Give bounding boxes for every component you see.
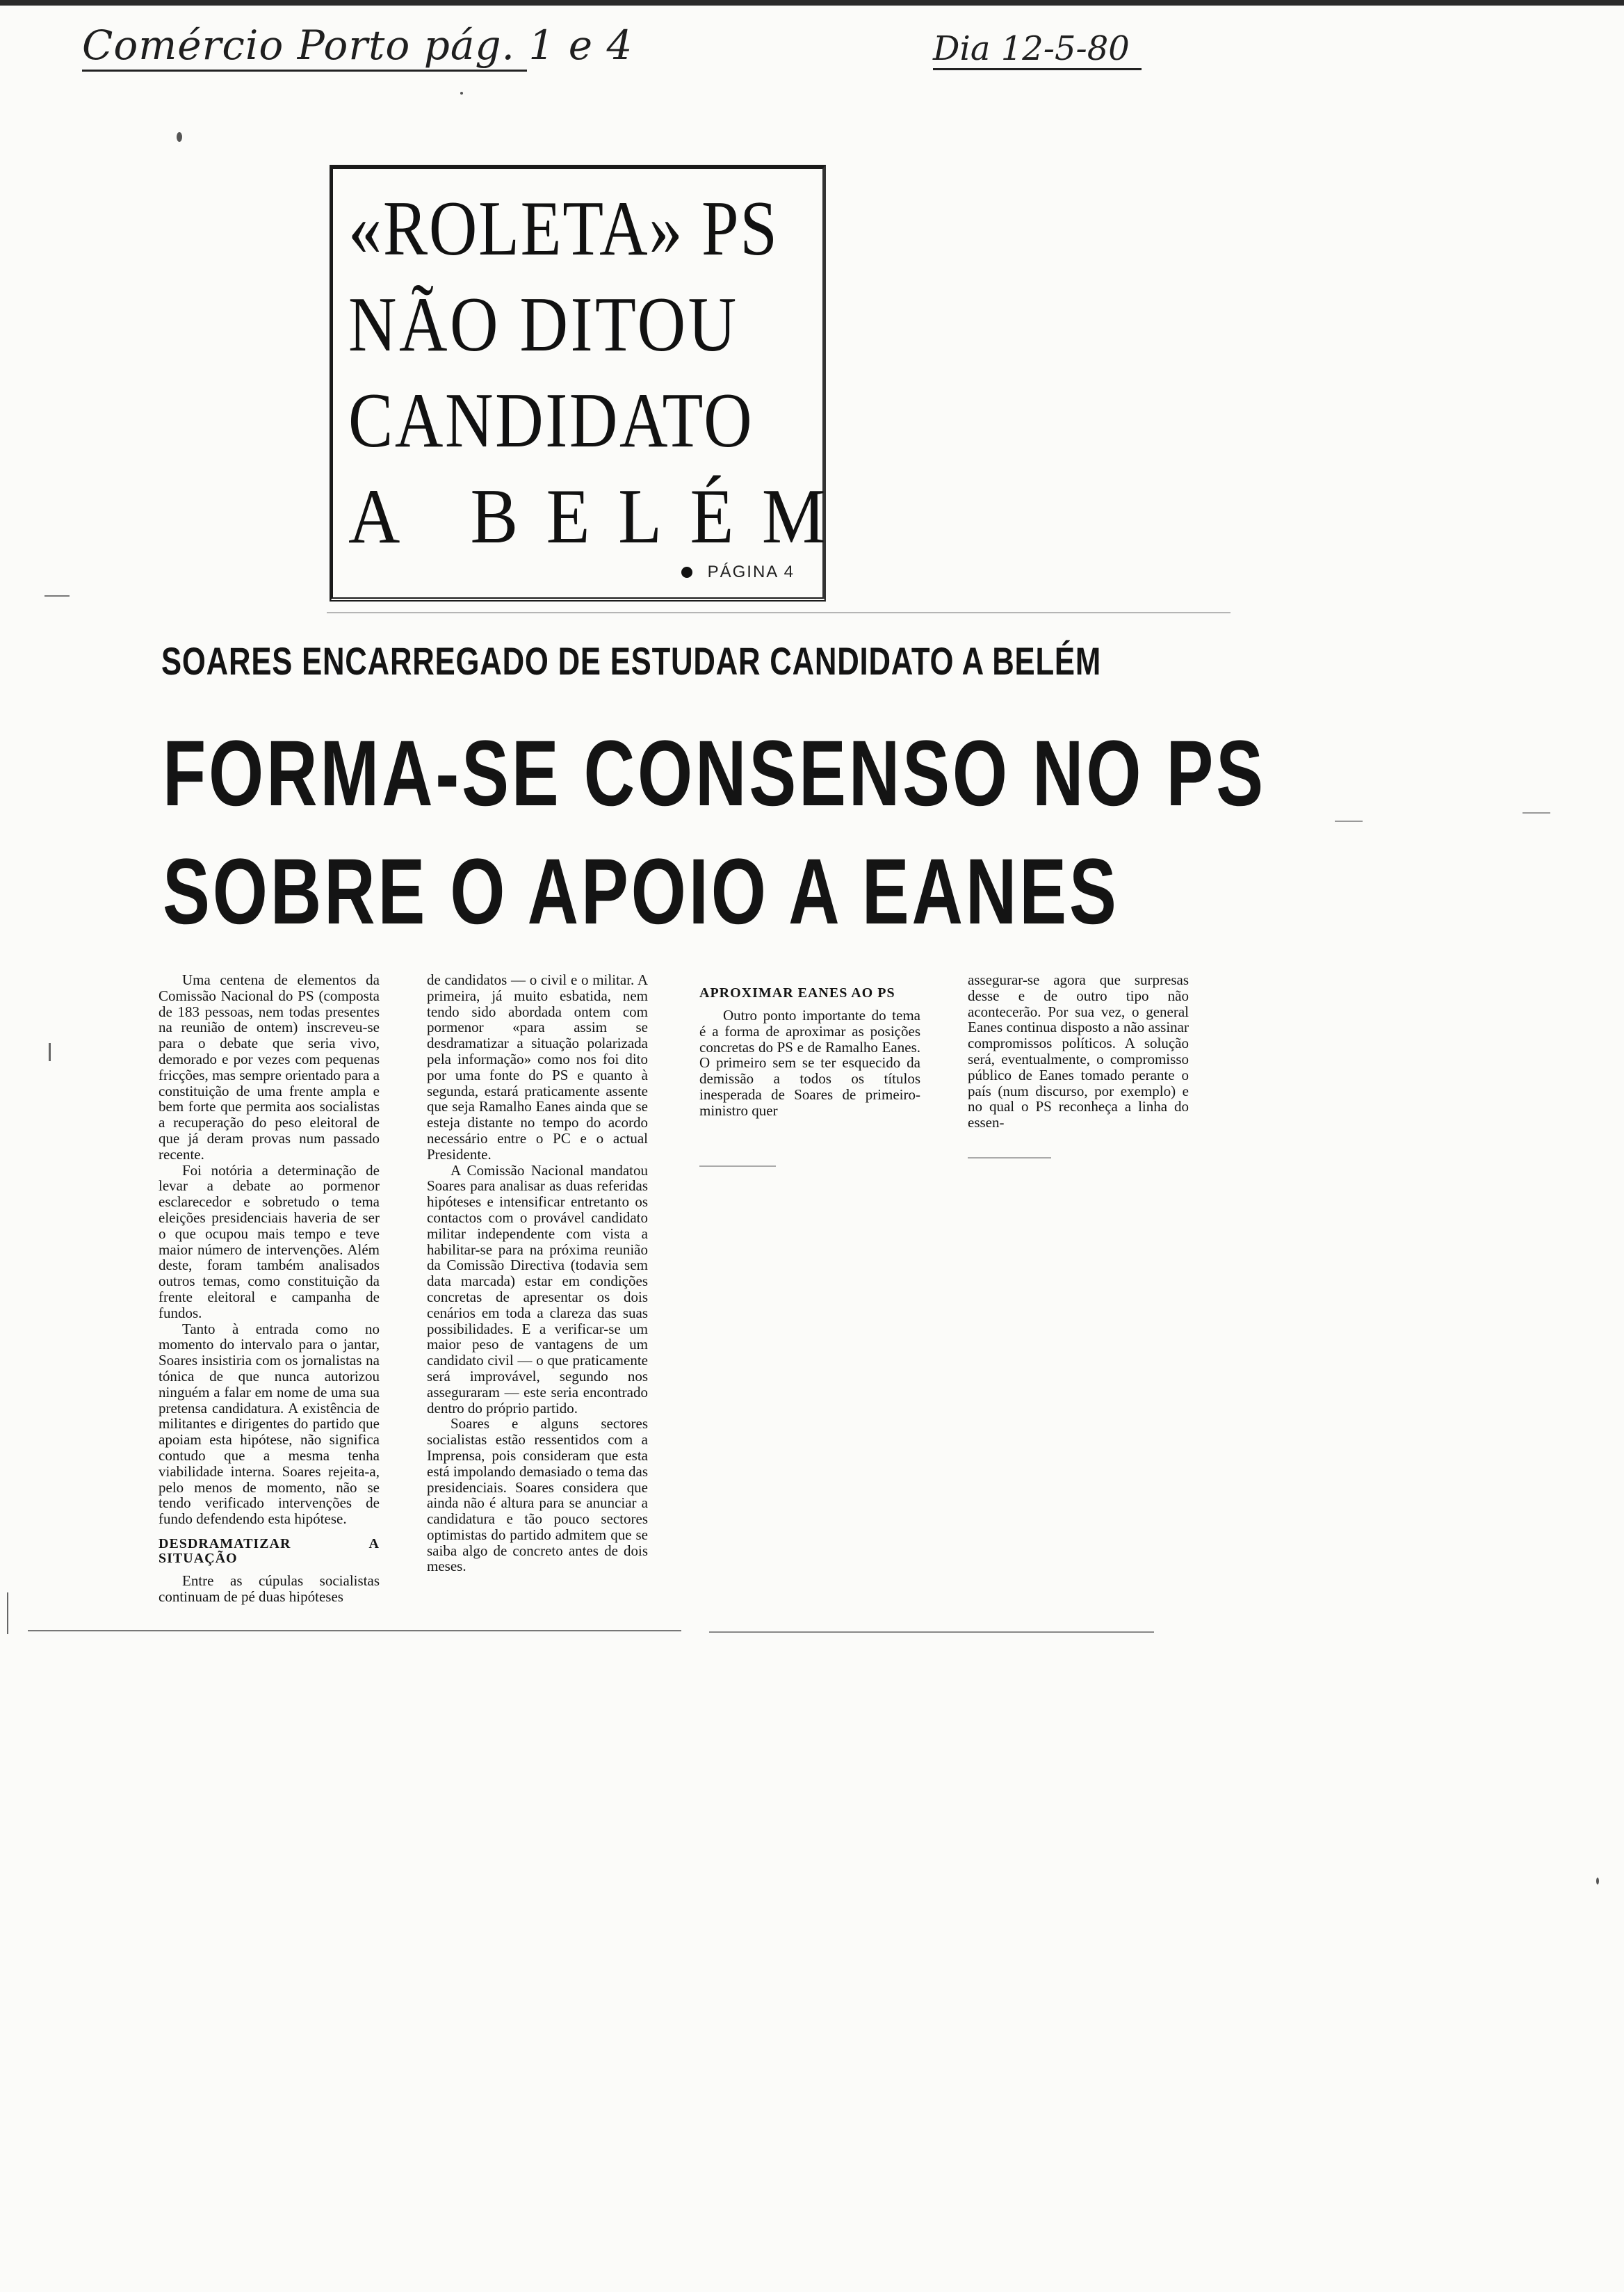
article-column xyxy=(699,976,920,1119)
teaser-line: A BELÉM xyxy=(348,474,854,560)
article-paragraph: Soares e alguns sectores socialistas estão ressentidos com a Imprensa, pois consideram que esta está impolando demasiado o tema das presidenciais. Soares considera que ainda não é altura para se anunciar a candidatura e tão pouco sectores optimistas do partido admitem que se saiba algo de concreto antes de dois meses. xyxy=(427,1415,648,1575)
article-headline-line: SOBRE O APOIO A EANES xyxy=(163,840,1119,944)
article-paragraph: Uma centena de elementos da Comissão Nacional do PS (composta de 183 pessoas, nem todas presentes na reunião de ontem) inscreveu-se para o debate que seria vivo, demorado e por vezes com pequenas fricções, mas sempre orientado para a constituição de uma frente ampla e bem forte que permita aos socialistas a recuperação do peso eleitoral de que já deram provas num passado recente. xyxy=(159,971,380,1163)
scan-speck xyxy=(49,1043,55,1061)
teaser-line: NÃO DITOU xyxy=(348,282,739,368)
divider xyxy=(699,1165,776,1167)
handwritten-source-note: Comércio Porto pág. 1 e 4 xyxy=(82,25,527,72)
article-paragraph: assegurar-se agora que surpresas desse e de outro tipo não acontecerão. Por sua vez, o general Eanes continua disposto a não assinar compromissos políticos. A solução será, eventualmente, o compromisso público de Eanes tomado perante o país (num discurso, por exemplo) e no qual o PS reconheça a linha do essen- xyxy=(968,971,1189,1131)
article-paragraph: Tanto à entrada como no momento do intervalo para o jantar, Soares insistiria com os jornalistas na tónica de que nunca autorizou ninguém a falar em nome de uma sua pretensa candidatura. A existência de militantes e dirigentes do partido que apoiam esta hipótese, não significa contudo que a mesma tenha viabilidade interna. Soares rejeita-a, pelo menos de momento, não se tendo verificado intervenções de fundo defendendo esta hipótese. xyxy=(159,1320,380,1528)
divider xyxy=(28,1630,681,1631)
article-headline-line: FORMA-SE CONSENSO NO PS xyxy=(163,722,1266,825)
teaser-page-reference xyxy=(681,563,795,582)
article-subheading: DESDRAMATIZAR A SITUAÇÃO xyxy=(159,1535,380,1566)
teaser-line: «ROLETA» PS xyxy=(348,186,779,272)
page-ref-label: PÁGINA 4 xyxy=(707,563,795,581)
article-paragraph: Foi notória a determinação de levar a debate ao pormenor esclarecedor e sobretudo o tema eleições presidenciais haveria de ser o que ocupou mais tempo e teve maior número de intervenções. Além deste, foram também analisados outros temas, como constituição da frente eleitoral e campanha de fundos. xyxy=(159,1161,380,1321)
boxed-teaser xyxy=(330,165,854,602)
article-paragraph: de candidatos — o civil e o militar. A primeira, já muito esbatida, nem tendo sido abordada ontem com pormenor «para assim se desdramatizar a situação polarizada pela informação» como nos foi dito por uma fonte do PS e quanto à segunda, estará praticamente assente que seja Ramalho Eanes ainda que se esteja distante no tempo do acordo necessário entre o PC e o actual Presidente. xyxy=(427,971,648,1163)
article-column xyxy=(968,972,1189,1131)
divider xyxy=(1522,812,1550,814)
bullet-icon xyxy=(681,567,692,578)
divider xyxy=(1335,821,1363,822)
article-paragraph: A Comissão Nacional mandatou Soares para analisar as duas referidas hipóteses e intensificar entretanto os contactos com o provável candidato militar independente com vista a habilitar-se para na próxima reunião da Comissão Directiva (todavia sem data marcada) estar em condições concretas de apresentar os dois cenários em toda a clareza das suas possibilidades. E a verificar-se um maior peso de vantagens de um candidato civil — o que praticamente será improvável, segundo nos asseguraram — este seria encontrado dentro do próprio partido. xyxy=(427,1161,648,1417)
teaser-line: CANDIDATO xyxy=(348,378,754,464)
divider xyxy=(7,1592,8,1634)
divider xyxy=(44,595,70,597)
scan-top-edge xyxy=(0,0,1624,6)
article-paragraph: Entre as cúpulas socialistas continuam de pé duas hipóteses xyxy=(159,1572,380,1605)
article-column xyxy=(427,972,648,1574)
divider xyxy=(968,1157,1051,1159)
handwritten-date-note: Dia 12-5-80 xyxy=(933,32,1142,70)
article-subheading: APROXIMAR EANES AO PS xyxy=(699,985,895,1001)
divider xyxy=(709,1631,1154,1633)
scan-speck xyxy=(1596,1878,1599,1885)
scan-speck xyxy=(177,132,182,142)
article-column xyxy=(159,972,380,1604)
scan-speck xyxy=(460,92,463,95)
divider xyxy=(327,612,1231,613)
article-kicker: SOARES ENCARREGADO DE ESTUDAR CANDIDATO A BELÉM xyxy=(161,639,1101,683)
article-paragraph: Outro ponto importante do tema é a forma de aproximar as posições concretas do PS e de Ramalho Eanes. O primeiro sem se ter esquecido da demissão a todos os títulos inesperada de Soares de primeiro-ministro quer xyxy=(699,1007,920,1119)
